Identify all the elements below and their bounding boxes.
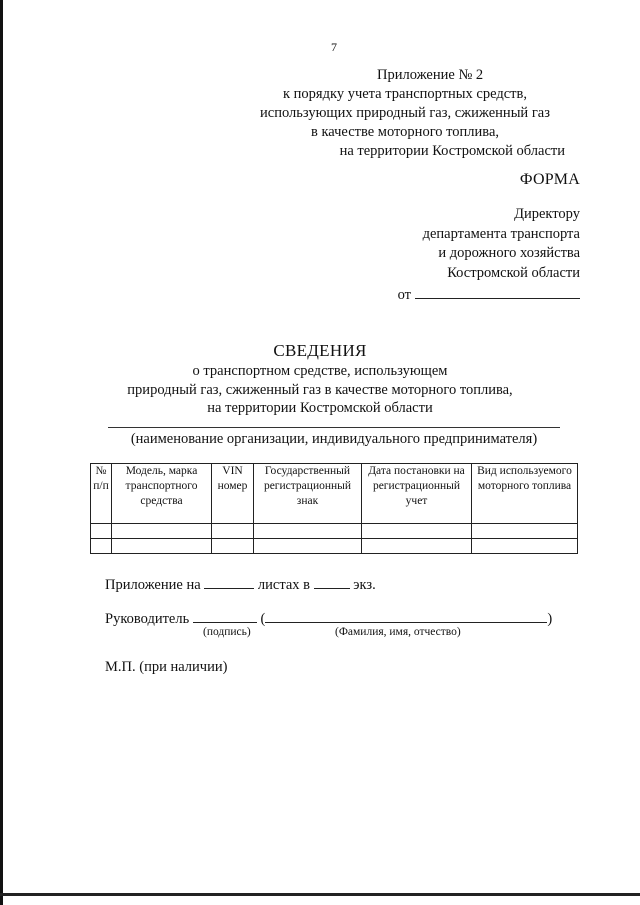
- table-cell[interactable]: [254, 524, 362, 539]
- appendix-title: Приложение № 2: [377, 67, 484, 83]
- table-cell[interactable]: [362, 539, 472, 554]
- addressee-line: и дорожного хозяйства: [438, 245, 580, 261]
- table-row: [91, 524, 578, 539]
- document-subtitle: [0, 362, 640, 418]
- name-caption: (Фамилия, имя, отчество): [335, 626, 461, 638]
- appendix-line: использующих природный газ, сжиженный газ: [260, 105, 550, 121]
- header-registration-date: Дата постановки на регистрационный учет: [362, 464, 472, 524]
- table-cell[interactable]: [91, 524, 112, 539]
- table-row: [91, 539, 578, 554]
- header-vin: VIN номер: [212, 464, 254, 524]
- addressee-line: Костромской области: [447, 264, 580, 281]
- attachment-prefix: Приложение на: [105, 577, 201, 593]
- addressee-line: Директору: [514, 206, 580, 222]
- table-cell[interactable]: [212, 539, 254, 554]
- subtitle-line: на территории Костромской области: [207, 400, 433, 416]
- seal-line: М.П. (при наличии): [105, 659, 228, 675]
- copies-count-field[interactable]: [314, 574, 350, 589]
- header-model: Модель, марка транспортного средства: [112, 464, 212, 524]
- header-fuel-type: Вид используемого моторного топлива: [472, 464, 578, 524]
- table-cell[interactable]: [472, 524, 578, 539]
- table-cell[interactable]: [212, 524, 254, 539]
- open-paren: (: [260, 611, 266, 627]
- table-cell[interactable]: [472, 539, 578, 554]
- table-header-row: [91, 464, 578, 524]
- from-blank-field[interactable]: [415, 284, 580, 299]
- subtitle-line: о транспортном средстве, использующем: [192, 363, 448, 379]
- table-cell[interactable]: [112, 539, 212, 554]
- head-signature-line: [105, 608, 552, 628]
- appendix-line: на территории Костромской области: [339, 143, 565, 159]
- addressee-line: департамента транспорта: [422, 225, 580, 242]
- subtitle-line: природный газ, сжиженный газ в качестве моторного топлива,: [127, 381, 513, 398]
- signature-caption: (подпись): [203, 626, 251, 638]
- header-number: № п/п: [91, 464, 112, 524]
- table-cell[interactable]: [254, 539, 362, 554]
- table-cell[interactable]: [112, 524, 212, 539]
- signature-field[interactable]: [193, 608, 257, 623]
- form-label: ФОРМА: [519, 171, 580, 188]
- attachment-line: [105, 574, 376, 594]
- from-label: от: [397, 287, 411, 303]
- from-line: [398, 284, 580, 306]
- page-number: 7: [331, 40, 337, 54]
- close-paren: ): [547, 611, 553, 627]
- page-bottom-edge: [0, 893, 640, 896]
- appendix-line: в качестве моторного топлива,: [310, 124, 500, 140]
- table-cell[interactable]: [362, 524, 472, 539]
- appendix-line: к порядку учета транспортных средств,: [283, 86, 527, 102]
- organization-caption: (наименование организации, индивидуального предпринимателя): [130, 431, 538, 447]
- vehicle-table: [90, 463, 578, 554]
- table-cell[interactable]: [91, 539, 112, 554]
- appendix-header: [230, 66, 580, 161]
- organization-blank-field[interactable]: [108, 427, 560, 428]
- document-title: СВЕДЕНИЯ: [273, 341, 367, 360]
- attachment-suffix: экз.: [353, 577, 376, 593]
- attachment-middle: листах в: [257, 577, 311, 593]
- page-left-edge: [0, 0, 3, 905]
- addressee-block: [398, 205, 580, 306]
- sheets-count-field[interactable]: [204, 574, 254, 589]
- header-plate: Государственный регистрационный знак: [254, 464, 362, 524]
- full-name-field[interactable]: [265, 608, 547, 623]
- head-label: Руководитель: [105, 611, 190, 627]
